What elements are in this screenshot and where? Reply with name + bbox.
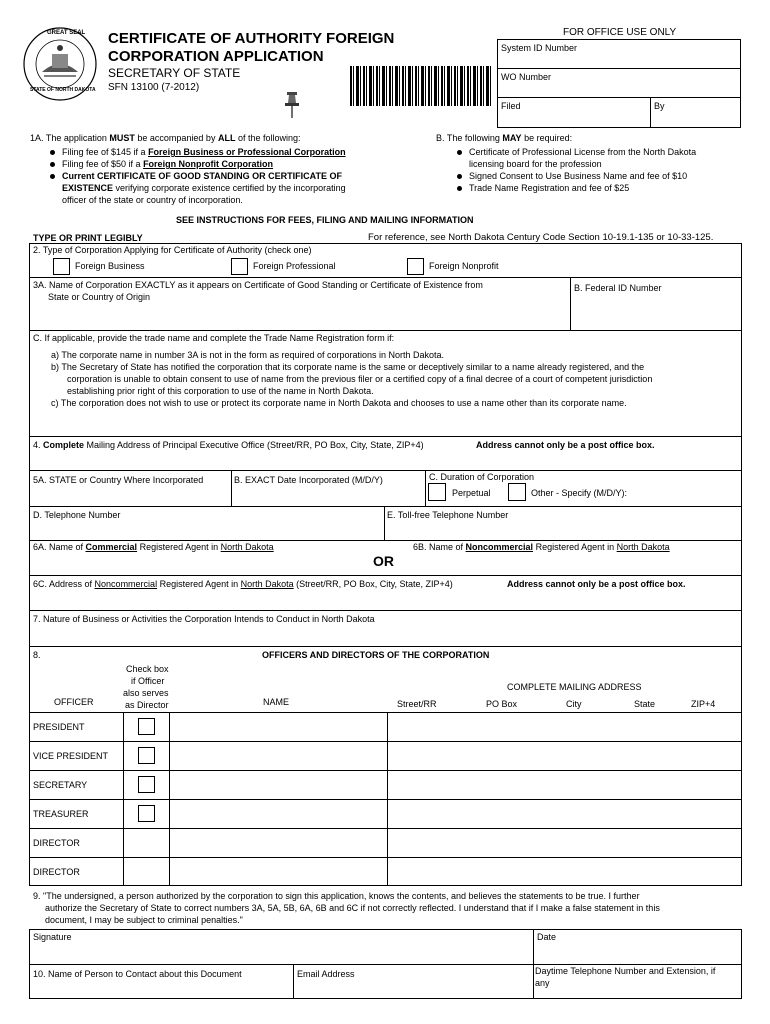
requirement-fee-nonprofit: Filing fee of $50 if a Foreign Nonprofit Corporation bbox=[62, 159, 274, 169]
attestation-line2: authorize the Secretary of State to correct numbers 3A, 5A, 5B, 6A, 6B and 6C if not correctly reflected. I understand that if I make a false statement in this bbox=[45, 903, 660, 913]
requirements-a-intro: 1A. The application MUST be accompanied by ALL of the following: bbox=[30, 133, 301, 143]
noncommercial-address-warning: Address cannot only be a post office box. bbox=[507, 579, 686, 589]
office-use-label: FOR OFFICE USE ONLY bbox=[563, 27, 677, 38]
officer-title: PRESIDENT bbox=[33, 722, 85, 732]
may-trade-name: Trade Name Registration and fee of $25 bbox=[469, 183, 630, 193]
other-duration-label: Other - Specify (M/D/Y): bbox=[531, 488, 628, 498]
officer-address-fields[interactable] bbox=[388, 713, 740, 885]
form-title-line2: CORPORATION APPLICATION bbox=[108, 48, 324, 65]
trade-name-condition-b1: b) The Secretary of State has notified the corporation that its corporate name is the same or deceptively similar to a name already registered, and the bbox=[51, 362, 645, 372]
signature-label: Signature bbox=[33, 932, 72, 942]
federal-id-label: B. Federal ID Number bbox=[574, 283, 662, 293]
form-number: SFN 13100 (7-2012) bbox=[108, 82, 200, 93]
foreign-nonprofit-checkbox[interactable] bbox=[407, 258, 424, 275]
foreign-professional-label: Foreign Professional bbox=[253, 261, 336, 271]
system-id-label: System ID Number bbox=[501, 43, 578, 53]
tollfree-label: E. Toll-free Telephone Number bbox=[387, 510, 509, 520]
perpetual-label: Perpetual bbox=[452, 488, 491, 498]
officer-title: VICE PRESIDENT bbox=[33, 751, 109, 761]
email-label: Email Address bbox=[297, 969, 355, 979]
check-col-line3: also serves bbox=[123, 688, 169, 698]
trade-name-condition-b2: corporation is unable to obtain consent to use of name from the previous filer or a certified copy of a final decree of a court of competent jurisdiction bbox=[67, 374, 653, 384]
section8-number: 8. bbox=[33, 650, 41, 660]
requirements-b-intro: B. The following MAY be required: bbox=[436, 133, 573, 143]
treasurer-director-checkbox[interactable] bbox=[138, 805, 155, 822]
telephone-field[interactable] bbox=[30, 522, 382, 539]
may-license-line1: Certificate of Professional License from the North Dakota bbox=[469, 147, 697, 157]
barcode bbox=[350, 66, 493, 106]
instructions-heading: SEE INSTRUCTIONS FOR FEES, FILING AND MAILING INFORMATION bbox=[176, 215, 474, 225]
seal-text-bottom: STATE OF NORTH DAKOTA bbox=[30, 87, 96, 93]
reference-note: For reference, see North Dakota Century Code Section 10-19.1-135 or 10-33-125. bbox=[368, 232, 714, 243]
duration-label: C. Duration of Corporation bbox=[429, 472, 535, 482]
agency-name: SECRETARY OF STATE bbox=[108, 66, 241, 80]
officer-title: SECRETARY bbox=[33, 780, 88, 790]
phone-label-line1: Daytime Telephone Number and Extension, if bbox=[535, 966, 716, 976]
president-director-checkbox[interactable] bbox=[138, 718, 155, 735]
email-field[interactable] bbox=[295, 981, 532, 998]
foreign-business-label: Foreign Business bbox=[75, 261, 145, 271]
secretary-director-checkbox[interactable] bbox=[138, 776, 155, 793]
attestation-line3: document, I may be subject to criminal penalties." bbox=[45, 915, 243, 925]
requirement-certificate-line2: EXISTENCE verifying corporate existence certified by the incorporating bbox=[62, 183, 346, 193]
nature-of-business-field[interactable] bbox=[30, 627, 740, 645]
vice-president-director-checkbox[interactable] bbox=[138, 747, 155, 764]
date-field[interactable] bbox=[535, 944, 740, 963]
street-col-header: Street/RR bbox=[397, 699, 437, 709]
type-or-print: TYPE OR PRINT LEGIBLY bbox=[33, 233, 143, 243]
foreign-business-checkbox[interactable] bbox=[53, 258, 70, 275]
commercial-agent-label: 6A. Name of Commercial Registered Agent in North Dakota bbox=[33, 542, 274, 552]
address-col-header: COMPLETE MAILING ADDRESS bbox=[507, 682, 642, 692]
trade-name-condition-a: a) The corporate name in number 3A is not in the form as required of corporations in North Dakota. bbox=[51, 350, 445, 360]
trade-name-field[interactable] bbox=[30, 411, 740, 435]
federal-id-field[interactable] bbox=[572, 296, 740, 328]
tollfree-field[interactable] bbox=[386, 522, 740, 539]
contact-name-field[interactable] bbox=[30, 981, 292, 998]
other-duration-checkbox[interactable] bbox=[508, 483, 526, 501]
or-separator: OR bbox=[373, 553, 394, 569]
city-col-header: City bbox=[566, 699, 582, 709]
by-label: By bbox=[654, 101, 665, 111]
attestation-line1: 9. "The undersigned, a person authorized by the corporation to sign this application, knows the contents, and believes the statements to be true. I further bbox=[33, 891, 640, 901]
date-incorporated-label: B. EXACT Date Incorporated (M/D/Y) bbox=[234, 475, 383, 485]
may-consent: Signed Consent to Use Business Name and fee of $10 bbox=[469, 171, 688, 181]
nature-of-business-label: 7. Nature of Business or Activities the Corporation Intends to Conduct in North Dakota bbox=[33, 614, 375, 624]
wo-number-label: WO Number bbox=[501, 72, 552, 82]
form-title-line1: CERTIFICATE OF AUTHORITY FOREIGN bbox=[108, 30, 395, 47]
principal-address-warning: Address cannot only be a post office box. bbox=[476, 440, 655, 450]
seal-text-top: GREAT SEAL bbox=[47, 30, 86, 36]
telephone-label: D. Telephone Number bbox=[33, 510, 121, 520]
trade-name-condition-c: c) The corporation does not wish to use or protect its corporate name in North Dakota and chooses to use a name other than its corporate name. bbox=[51, 398, 627, 408]
corporation-name-label-line2: State or Country of Origin bbox=[48, 292, 151, 302]
section2-label: 2. Type of Corporation Applying for Certificate of Authority (check one) bbox=[33, 245, 312, 255]
trade-name-label: C. If applicable, provide the trade name and complete the Trade Name Registration form if: bbox=[33, 333, 395, 343]
principal-address-field[interactable] bbox=[30, 452, 740, 469]
officer-title: DIRECTOR bbox=[33, 838, 80, 848]
foreign-professional-checkbox[interactable] bbox=[231, 258, 248, 275]
contact-name-label: 10. Name of Person to Contact about this Document bbox=[33, 969, 242, 979]
corporation-name-label-line1: 3A. Name of Corporation EXACTLY as it appears on Certificate of Good Standing or Certificate of Existence from bbox=[33, 280, 483, 290]
pobox-col-header: PO Box bbox=[486, 699, 518, 709]
phone-label-line2: any bbox=[535, 978, 550, 988]
date-label: Date bbox=[537, 932, 557, 942]
perpetual-checkbox[interactable] bbox=[428, 483, 446, 501]
name-col-header: NAME bbox=[263, 697, 290, 707]
signature-field[interactable] bbox=[30, 944, 532, 963]
corporation-name-field[interactable] bbox=[30, 305, 570, 329]
check-col-line4: as Director bbox=[125, 700, 169, 710]
principal-address-label: 4. Complete Mailing Address of Principal Executive Office (Street/RR, PO Box, City, State, ZIP+4) bbox=[33, 440, 424, 450]
may-license-line2: licensing board for the profession bbox=[469, 159, 602, 169]
check-col-line2: if Officer bbox=[131, 676, 165, 686]
requirement-fee-business: Filing fee of $145 if a Foreign Business or Professional Corporation bbox=[62, 147, 346, 157]
pushpin-icon bbox=[284, 92, 300, 120]
zip-col-header: ZIP+4 bbox=[691, 699, 716, 709]
trade-name-condition-b3: establishing prior right of this corporation to use of the name in North Dakota. bbox=[67, 386, 374, 396]
noncommercial-address-label: 6C. Address of Noncommercial Registered Agent in North Dakota (Street/RR, PO Box, City, State, ZIP+4) bbox=[33, 579, 453, 589]
officer-title: TREASURER bbox=[33, 809, 89, 819]
foreign-nonprofit-label: Foreign Nonprofit bbox=[429, 261, 499, 271]
requirement-certificate-line3: officer of the state or country of incorporation. bbox=[62, 195, 243, 205]
officers-heading: OFFICERS AND DIRECTORS OF THE CORPORATION bbox=[262, 650, 490, 660]
officer-title: DIRECTOR bbox=[33, 867, 80, 877]
officer-col-header: OFFICER bbox=[54, 697, 94, 707]
noncommercial-agent-label: 6B. Name of Noncommercial Registered Agent in North Dakota bbox=[413, 542, 670, 552]
requirement-certificate-line1: Current CERTIFICATE OF GOOD STANDING OR CERTIFICATE OF bbox=[62, 171, 342, 181]
noncommercial-address-field[interactable] bbox=[30, 592, 740, 609]
state-incorporated-label: 5A. STATE or Country Where Incorporated bbox=[33, 475, 204, 485]
state-col-header: State bbox=[634, 699, 656, 709]
check-col-line1: Check box bbox=[126, 664, 169, 674]
officer-name-fields[interactable] bbox=[170, 713, 386, 885]
filed-label: Filed bbox=[501, 101, 521, 111]
